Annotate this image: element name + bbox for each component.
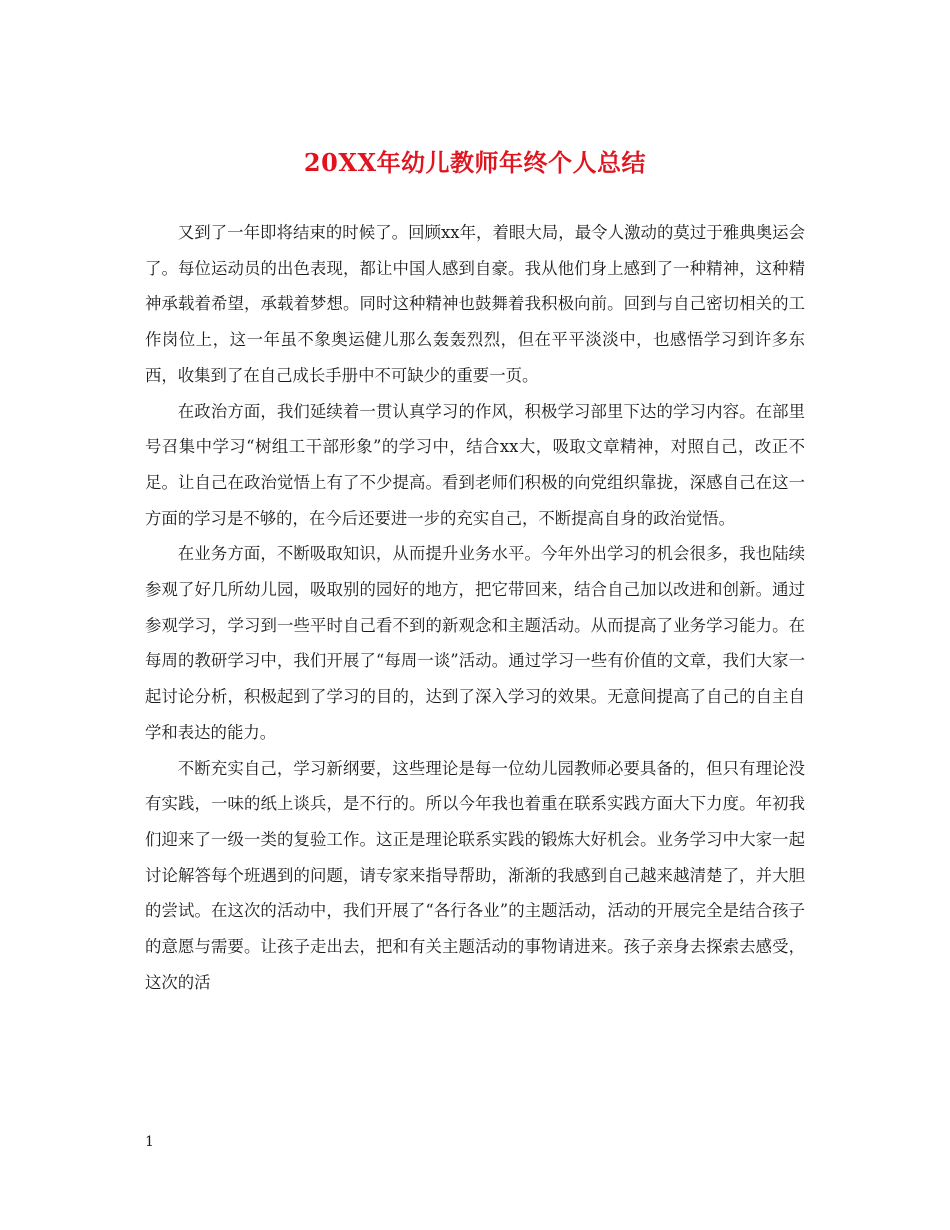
page-number: 1 [145,1134,154,1150]
paragraph-professional: 在业务方面，不断吸取知识，从而提升业务水平。今年外出学习的机会很多，我也陆续参观了好几所幼儿园，吸取别的园好的地方，把它带回来，结合自己加以改进和创新。通过参观学习，学习到一些平时自己看不到的新观念和主题活动。从而提高了业务学习能力。在每周的教研学习中，我们开展了“每周一谈”活动。通过学习一些有价值的文章，我们大家一起讨论分析，积极起到了学习的目的，达到了深入学习的效果。无意间提高了自己的自主自学和表达的能力。 [145,544,805,742]
paragraph-intro: 又到了一年即将结束的时候了。回顾xx年，着眼大局，最令人激动的莫过于雅典奥运会了。每位运动员的出色表现，都让中国人感到自豪。我从他们身上感到了一种精神，这种精神承载着希望，承载着梦想。同时这种精神也鼓舞着我积极向前。回到与自己密切相关的工作岗位上，这一年虽不象奥运健儿那么轰轰烈烈，但在平平淡淡中，也感悟学习到许多东西，收集到了在自己成长手册中不可缺少的重要一页。 [145,223,805,385]
paragraph-practice: 不断充实自己，学习新纲要，这些理论是每一位幼儿园教师必要具备的，但只有理论没有实践，一味的纸上谈兵，是不行的。所以今年我也着重在联系实践方面大下力度。年初我们迎来了一级一类的复验工作。这正是理论联系实践的锻炼大好机会。业务学习中大家一起讨论解答每个班遇到的问题，请专家来指导帮助，渐渐的我感到自己越来越清楚了，并大胆的尝试。在这次的活动中，我们开展了“各行各业”的主题活动，活动的开展完全是结合孩子的意愿与需要。让孩子走出去，把和有关主题活动的事物请进来。孩子亲身去探索去感受，这次的活 [145,758,805,992]
paragraph-politics: 在政治方面，我们延续着一贯认真学习的作风，积极学习部里下达的学习内容。在部里号召集中学习“树组工干部形象”的学习中，结合xx大，吸取文章精神，对照自己，改正不足。让自己在政治觉悟上有了不少提高。看到老师们积极的向党组织靠拢，深感自己在这一方面的学习是不够的，在今后还要进一步的充实自己，不断提高自身的政治觉悟。 [145,401,805,528]
document-body [145,215,805,1000]
document-title: 20XX年幼儿教师年终个人总结 [303,148,647,177]
